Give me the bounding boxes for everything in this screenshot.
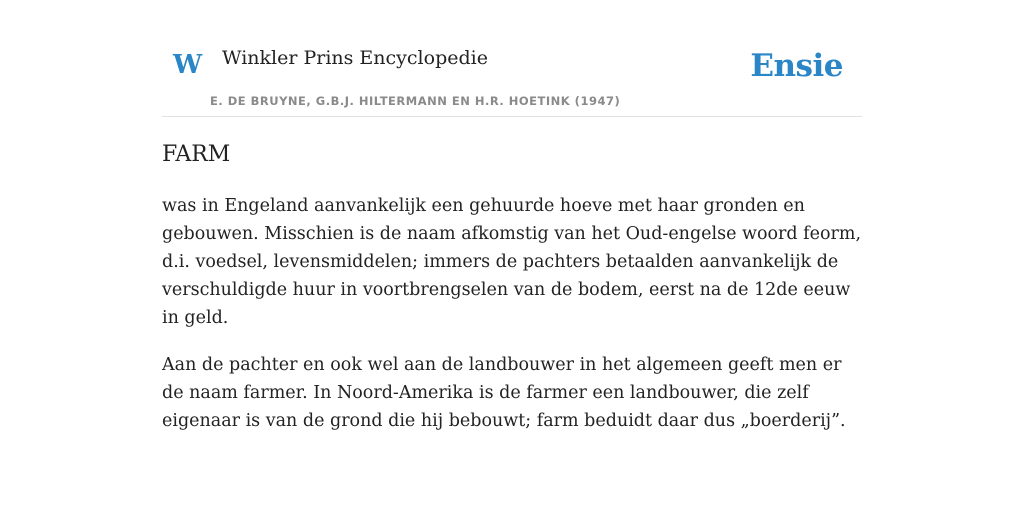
source-authors: E. DE BRUYNE, G.B.J. HILTERMANN EN H.R. HOETINK (1947) bbox=[210, 94, 621, 108]
entry-paragraph-2: Aan de pachter en ook wel aan de landbouwer in het algemeen geeft men er de naam farmer. In Noord-Amerika is de farmer een landbouwer, die zelf eigenaar is van de grond die hij bebouwt; farm beduidt daar dus „boerderij”. bbox=[162, 355, 846, 431]
source-header bbox=[162, 0, 862, 117]
entry-body bbox=[162, 192, 866, 454]
encyclopedia-page bbox=[162, 0, 862, 431]
entry-title: FARM bbox=[162, 142, 231, 167]
entry-paragraph-1: was in Engeland aanvankelijk een gehuurde hoeve met haar gronden en gebouwen. Misschien is de naam afkomstig van het Oud-engelse woord feorm, d.i. voedsel, levensmiddelen; immers de pachters betaalden aanvankelijk de verschuldigde huur in voortbrengselen van de bodem, eerst na de 12de eeuw in geld. bbox=[162, 196, 862, 328]
ensie-logo[interactable]: Ensie bbox=[750, 48, 843, 84]
source-title[interactable]: Winkler Prins Encyclopedie bbox=[222, 47, 488, 69]
winkler-prins-logo-icon[interactable]: W bbox=[173, 50, 203, 80]
